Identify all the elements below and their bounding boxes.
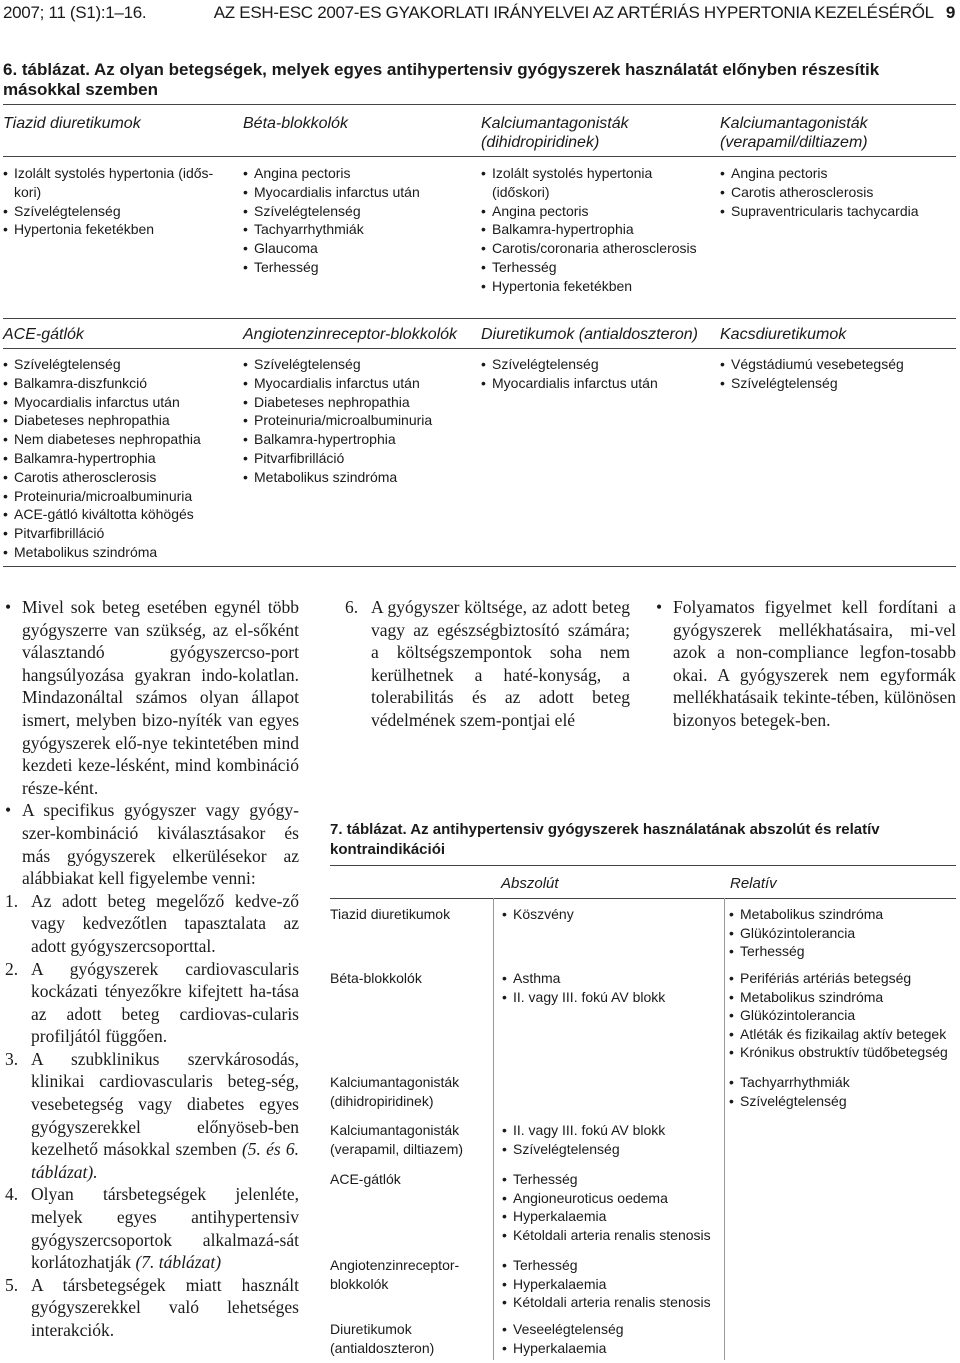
t7-drug-arb: Angiotenzinreceptor-blokkolók <box>330 1257 460 1292</box>
list-item: • Carotis/coronaria atherosclerosis <box>481 239 711 258</box>
t6-head-arb: Angiotenzinreceptor-blokkolók <box>243 326 458 343</box>
list-item: • Metabolikus szindróma <box>3 543 233 562</box>
list-item: • Terhesség <box>729 942 883 961</box>
list-text: A gyógyszerek cardiovascularis kockázati tényezőkre kifejtett ha-tása az adott beteg cardiovas-cularis profiljától függően. <box>31 958 299 1047</box>
t7-absolute-antialdo <box>502 1320 624 1357</box>
t6-list-beta <box>243 164 473 277</box>
list-item: • Carotis atherosclerosis <box>3 468 233 487</box>
list-item: • Terhesség <box>481 258 711 277</box>
list-item: • Tachyarrhythmiák <box>729 1073 850 1092</box>
list-text: A szubklinikus szervkárosodás, klinikai cardiovascularis beteg-ség, vesebetegség vagy diabetes egyes gyógyszerekkel előnyöseb-ben kezelhető másokkal szemben <box>31 1048 299 1160</box>
list-text: Olyan társbetegségek jelenléte, melyek egyes antihypertensiv gyógyszercsoportok alkalmazá-sát korlátozhatják <box>31 1184 299 1273</box>
table7-head-rule <box>330 898 956 899</box>
table6-title <box>3 60 953 100</box>
table6-bottom-rule <box>3 566 956 567</box>
list-item: • Asthma <box>502 969 665 988</box>
list-item: • II. vagy III. fokú AV blokk <box>502 1121 665 1140</box>
list-text: A gyógyszer költsége, az adott beteg vagy az egészségbiztosító számára; a költségszempontok soha nem kerülhetnek a haté-konyság, a tolerabilitás és az adott beteg védelmének szem-pontjai elé <box>371 597 630 730</box>
list-item: • Szívelégtelenség <box>3 355 233 374</box>
list-item: • Metabolikus szindróma <box>729 905 883 924</box>
list-item: • Hyperkalaemia <box>502 1207 711 1226</box>
list-item: • Angina pectoris <box>720 164 956 183</box>
list-item <box>345 596 630 732</box>
body-column-1 <box>5 596 299 1342</box>
list-item: • Veseelégtelenség <box>502 1320 624 1339</box>
list-item: • Kétoldali arteria renalis stenosis <box>502 1226 711 1245</box>
list-item: • Proteinuria/microalbuminuria <box>243 411 475 430</box>
t6-list-ca-verapamil <box>720 164 956 220</box>
t7-drug-antialdo: Diuretikumok (antialdoszteron) <box>330 1321 435 1356</box>
t6-list-tiazid <box>3 164 231 239</box>
t7-drug-tiazid: Tiazid diuretikumok <box>330 906 451 922</box>
page-number: 9 <box>945 3 955 22</box>
list-item: • Szívelégtelenség <box>243 355 475 374</box>
list-item: • ACE-gátló kiváltotta köhögés <box>3 505 233 524</box>
t7-drug-beta: Béta-blokkolók <box>330 970 422 986</box>
list-item: • Szívelégtelenség <box>481 355 713 374</box>
considerations-list <box>5 890 299 1342</box>
t7-absolute-ace <box>502 1170 711 1244</box>
list-text: A társbetegségek miatt használt gyógyszerekkel való lehetséges interakciók. <box>31 1274 299 1340</box>
list-item: • Angina pectoris <box>243 164 473 183</box>
t6-head-beta: Béta-blokkolók <box>243 115 348 132</box>
table6-head-rule <box>3 156 956 157</box>
body-column-2 <box>345 596 630 732</box>
list-item: • Szívelégtelenség <box>729 1092 850 1111</box>
list-item: • Kétoldali arteria renalis stenosis <box>502 1293 711 1312</box>
body-bullet-2-text: A specifikus gyógyszer vagy gyógy-szer-kombináció kiválasztásakor és más gyógyszerek elkerülésekor az alábbiakat kell figyelembe venni: <box>22 800 299 889</box>
t6-head-tiazid: Tiazid diuretikumok <box>3 115 141 132</box>
body-bullet-1: • Mivel sok beteg esetében egynél több gyógyszerre van szükség, az el-sőként választandó gyógyszercso-port hangsúlyozása gyakran indo-kolatlan. Mindazonáltal számos olyan állapot ismert, melyben bizo-nyíték van egyes gyógyszerek elő-nye tekintetében mind kezdeti keze-lésként, mind kombináció része-ként. <box>5 596 299 799</box>
list-item: • Tachyarrhythmiák <box>243 220 473 239</box>
list-item: • Glükózintolerancia <box>729 1006 948 1025</box>
body-bullet-2 <box>5 799 299 1341</box>
list-item: • Hyperkalaemia <box>502 1275 711 1294</box>
t7-relative-beta <box>729 969 948 1062</box>
list-item: • Balkamra-hypertrophia <box>481 220 711 239</box>
table-reference: (5. és 6. táblázat). <box>31 1139 300 1182</box>
list-item: • Balkamra-diszfunkció <box>3 374 233 393</box>
list-item: • Atléták és fizikailag aktív betegek <box>729 1025 948 1044</box>
t7-absolute-beta <box>502 969 665 1006</box>
list-number: 3. <box>5 1048 19 1069</box>
t6-head-ace: ACE-gátlók <box>3 326 84 343</box>
list-item <box>5 1048 299 1184</box>
list-item: • Szívelégtelenség <box>502 1140 665 1159</box>
table6-head2-rule <box>3 348 956 349</box>
list-item: • Hypertonia feketékben <box>3 220 231 239</box>
body-column-3 <box>656 596 956 732</box>
t7-relative-ca-dhp <box>729 1073 850 1110</box>
t7-absolute-tiazid <box>502 905 574 924</box>
list-item <box>5 890 299 958</box>
list-item: • Köszvény <box>502 905 574 924</box>
list-item: • Hyperkalaemia <box>502 1339 624 1358</box>
table7-title <box>330 820 950 860</box>
body-bullet-3: • Folyamatos figyelmet kell fordítani a gyógyszerek mellékhatásaira, mi-vel azok a non-compliance legfon-tosabb okai. A gyógyszerek nem egyformák mellékhatásaik tekinte-tében, különösen bizonyos betegek-ben. <box>656 596 956 732</box>
table6-top-rule <box>3 104 956 105</box>
list-item: • Balkamra-hypertrophia <box>243 430 475 449</box>
list-item: • Angina pectoris <box>481 202 711 221</box>
t6-head-loop: Kacsdiuretikumok <box>720 326 847 343</box>
list-item: • Krónikus obstruktív tüdőbetegség <box>729 1043 948 1062</box>
list-item <box>5 1183 299 1273</box>
list-item: • Glaucoma <box>243 239 473 258</box>
list-item <box>5 1274 299 1342</box>
t7-absolute-ca-verapamil <box>502 1121 665 1158</box>
list-item: • Angioneuroticus oedema <box>502 1189 711 1208</box>
list-item: • Nem diabeteses nephropathia <box>3 430 233 449</box>
list-item: • Carotis atherosclerosis <box>720 183 956 202</box>
t6-list-ace <box>3 355 233 562</box>
t7-relative-tiazid <box>729 905 883 961</box>
list-item <box>5 958 299 1048</box>
table7-title-text: 7. táblázat. Az antihypertensiv gyógyszerek használatának abszolút és relatív kontraindikációi <box>330 821 880 858</box>
list-item: • Terhesség <box>502 1170 711 1189</box>
t6-list-arb <box>243 355 475 487</box>
table7-top-rule <box>330 865 956 866</box>
table7-col-relative: Relatív <box>730 875 777 892</box>
t7-absolute-arb <box>502 1256 711 1312</box>
list-item: • Végstádiumú vesebetegség <box>720 355 956 374</box>
list-item: • Perifériás artériás betegség <box>729 969 948 988</box>
t6-list-ca-dhp <box>481 164 711 296</box>
body-bullets-col3 <box>656 596 956 732</box>
running-header-citation: 2007; 11 (S1):1–16. <box>3 3 147 22</box>
list-number: 1. <box>5 890 19 911</box>
table7-divider-1 <box>493 898 494 1360</box>
list-item: • Pitvarfibrilláció <box>3 524 233 543</box>
t6-head-ca-verapamil: Kalciumantagonisták (verapamil/diltiazem) <box>720 115 868 151</box>
t7-drug-ca-dhp: Kalciumantagonisták (dihidropiridinek) <box>330 1074 460 1109</box>
list-item: • Myocardialis infarctus után <box>243 183 473 202</box>
list-item: • Diabeteses nephropathia <box>3 411 233 430</box>
table7-divider-2 <box>724 898 725 1360</box>
list-item: • Metabolikus szindróma <box>243 468 475 487</box>
list-number: 2. <box>5 958 19 979</box>
t6-head-antialdo: Diuretikumok (antialdoszteron) <box>481 326 698 343</box>
list-item: • Izolált systolés hypertonia (idős-kori) <box>3 164 231 202</box>
list-item: • Diabeteses nephropathia <box>243 393 475 412</box>
t6-list-antialdo <box>481 355 713 393</box>
list-item: • Myocardialis infarctus után <box>243 374 475 393</box>
table7-col-absolute: Abszolút <box>501 875 559 892</box>
body-bullets <box>5 596 299 1342</box>
list-item: • Balkamra-hypertrophia <box>3 449 233 468</box>
list-item: • Myocardialis infarctus után <box>481 374 713 393</box>
list-item: • Szívelégtelenség <box>3 202 231 221</box>
list-item: • Terhesség <box>502 1256 711 1275</box>
list-item: • II. vagy III. fokú AV blokk <box>502 988 665 1007</box>
list-number: 4. <box>5 1184 19 1205</box>
considerations-list-cont <box>345 596 630 732</box>
t6-list-loop <box>720 355 956 393</box>
list-item: • Proteinuria/microalbuminuria <box>3 487 233 506</box>
list-text: Az adott beteg megelőző kedve-ző vagy kedvezőtlen tapasztalata az adott gyógyszercsoporttal. <box>31 890 299 956</box>
table6-mid-rule <box>3 318 956 319</box>
list-item: • Szívelégtelenség <box>720 374 956 393</box>
list-item: • Szívelégtelenség <box>243 202 473 221</box>
list-item: • Glükózintolerancia <box>729 924 883 943</box>
running-header-text: AZ ESH-ESC 2007-ES GYAKORLATI IRÁNYELVEI AZ ARTÉRIÁS HYPERTONIA KEZELÉSÉRŐL <box>213 3 934 22</box>
list-number: 5. <box>5 1274 19 1295</box>
list-item: • Supraventricularis tachycardia <box>720 202 956 221</box>
table-reference: (7. táblázat) <box>135 1252 222 1273</box>
running-header-title <box>214 3 955 23</box>
t7-drug-ca-verapamil: Kalciumantagonisták (verapamil, diltiazem) <box>330 1122 464 1157</box>
list-item: • Myocardialis infarctus után <box>3 393 233 412</box>
table6-title-text: 6. táblázat. Az olyan betegségek, melyek egyes antihypertensiv gyógyszerek használatát előnyben részesítik másokkal szemben <box>3 60 880 99</box>
t6-head-ca-dhp: Kalciumantagonisták (dihidropiridinek) <box>481 115 629 151</box>
list-item: • Pitvarfibrilláció <box>243 449 475 468</box>
list-number: 6. <box>345 597 359 617</box>
list-item: • Hypertonia feketékben <box>481 277 711 296</box>
list-item: • Terhesség <box>243 258 473 277</box>
list-item: • Izolált systolés hypertonia (időskori) <box>481 164 711 202</box>
list-item: • Metabolikus szindróma <box>729 988 948 1007</box>
t7-drug-ace: ACE-gátlók <box>330 1171 401 1187</box>
